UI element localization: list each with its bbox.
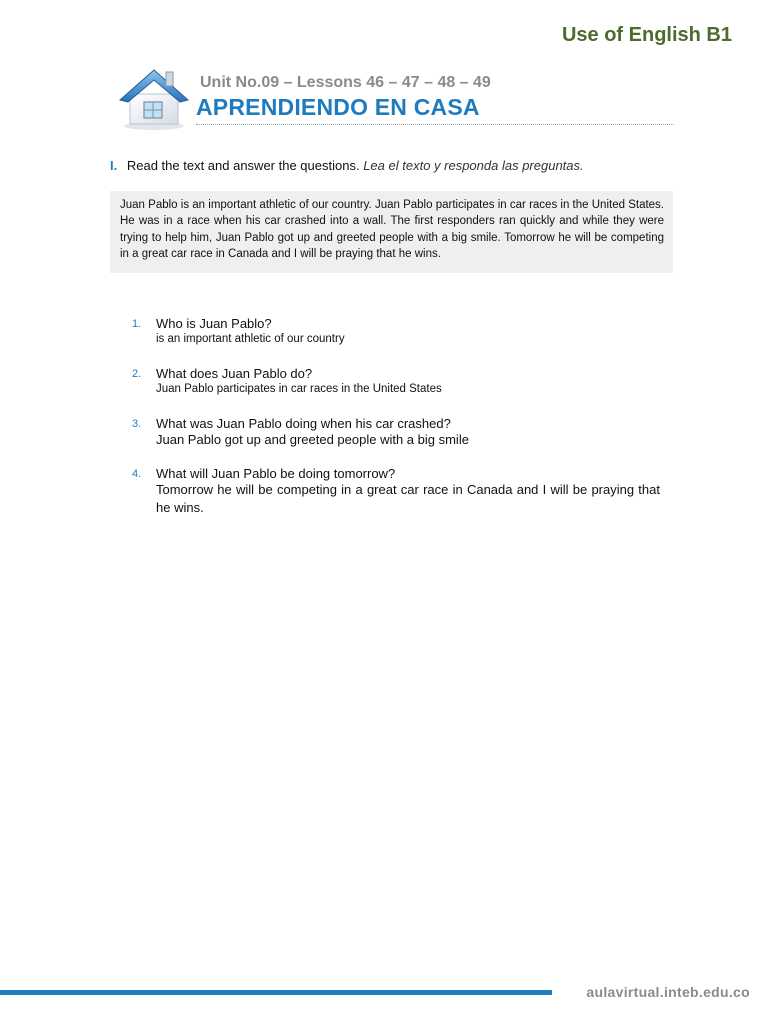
course-title: Use of English B1 xyxy=(561,24,732,46)
unit-line: Unit No.09 – Lessons 46 – 47 – 48 – 49 xyxy=(200,74,491,91)
question-number: 1. xyxy=(132,318,142,330)
question-item xyxy=(132,366,660,397)
question-text: Who is Juan Pablo? xyxy=(156,316,272,331)
question-number: 4. xyxy=(132,468,142,480)
answer-text: Juan Pablo got up and greeted people with a big smile xyxy=(156,432,469,447)
answer-text: Tomorrow he will be competing in a great car race in Canada and I will be praying that he wins. xyxy=(156,482,660,515)
title-divider xyxy=(196,124,674,125)
question-text: What does Juan Pablo do? xyxy=(156,366,313,381)
instruction xyxy=(110,158,584,173)
question-list xyxy=(132,316,660,517)
question-text: What will Juan Pablo be doing tomorrow? xyxy=(156,466,396,481)
question-number: 3. xyxy=(132,418,142,430)
question-item xyxy=(132,466,660,517)
question-number: 2. xyxy=(132,368,142,380)
question-text: What was Juan Pablo doing when his car crashed? xyxy=(156,416,451,431)
footer-bar xyxy=(0,990,552,995)
instruction-number: I. xyxy=(110,158,118,173)
reading-text-box: Juan Pablo is an important athletic of our country. Juan Pablo participates in car races in the United States. He was in a race when his car crashed into a wall. The first responders ran quickly and while they were trying to help him, Juan Pablo got up and greeted people with a big smile. Tomorrow he will be competing in a great car race in Canada and I will be praying that he wins. xyxy=(110,191,673,273)
answer-text: is an important athletic of our country xyxy=(156,333,345,345)
instruction-english: Read the text and answer the questions. xyxy=(126,158,360,173)
house-icon xyxy=(114,62,192,132)
footer-url[interactable]: aulavirtual.inteb.edu.co xyxy=(586,984,750,1000)
page-title: APRENDIENDO EN CASA xyxy=(196,94,480,120)
question-item xyxy=(132,416,660,449)
instruction-spanish: Lea el texto y responda las preguntas. xyxy=(363,158,584,173)
question-item xyxy=(132,316,660,347)
answer-text: Juan Pablo participates in car races in the United States xyxy=(156,383,442,395)
